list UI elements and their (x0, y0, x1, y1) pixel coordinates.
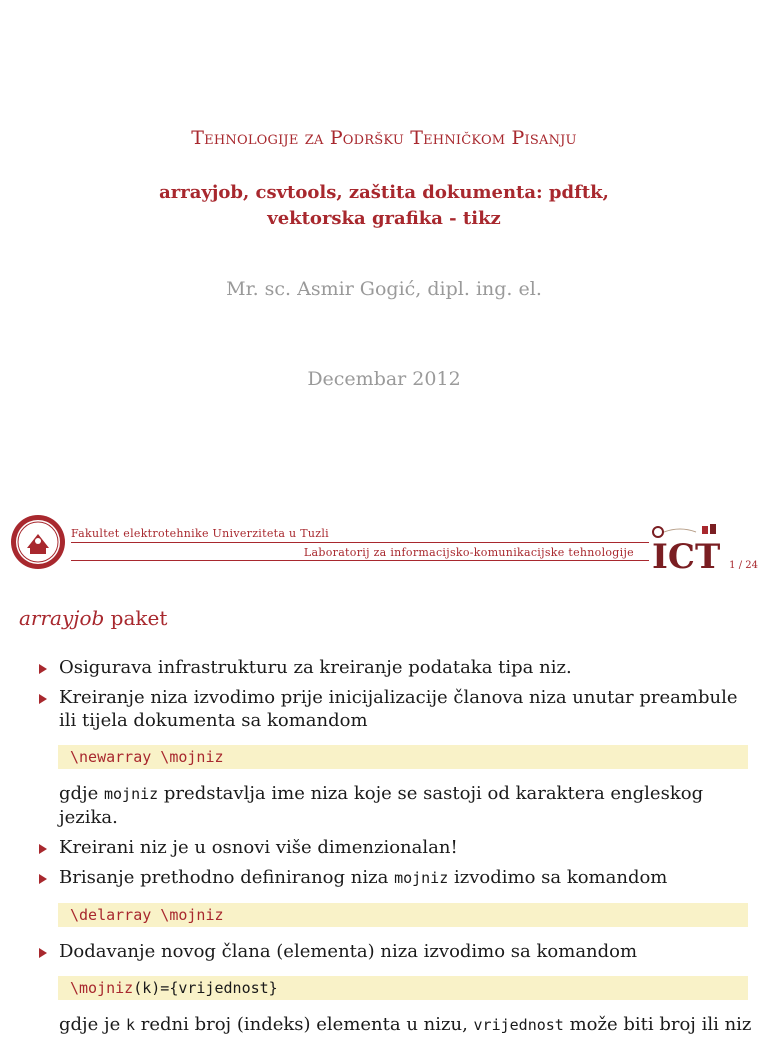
frame-content (38, 656, 758, 1044)
content-slide (0, 576, 768, 1035)
date: Decembar 2012 (307, 368, 461, 390)
paragraph-text: gdje (59, 783, 104, 804)
code-block (58, 903, 748, 927)
subtitle-line-1: arrayjob, csvtools, zaštita dokumenta: pdftk, (159, 182, 609, 203)
code-block (58, 976, 748, 1000)
frame-title (19, 606, 167, 630)
paragraph-text: redni broj (indeks) elementa u nizu, (135, 1014, 474, 1035)
paragraph-text: gdje je (59, 1014, 126, 1035)
list-item-text: izvodimo sa komandom (448, 867, 668, 888)
subtitle-line-2: vektorska grafika - tikz (267, 208, 501, 229)
presentation-subtitle (0, 180, 768, 232)
code-text: (k)={vrijednost} (133, 979, 278, 997)
list-item-text: Kreirani niz je u osnovi više dimenzionalan! (59, 837, 458, 858)
paragraph-text: predstavlja ime niza koje se sastoji od karaktera engleskog jezika. (59, 783, 704, 828)
inline-code: mojniz (104, 785, 159, 803)
slide-footer (0, 510, 768, 576)
faculty-name: Fakultet elektrotehnike Univerziteta u Tuzli (71, 527, 329, 540)
author: Mr. sc. Asmir Gogić, dipl. ing. el. (226, 278, 542, 300)
list-item (38, 940, 758, 963)
paragraph (38, 782, 758, 829)
code-text: \mojniz (70, 979, 134, 997)
footer-divider-bottom (71, 560, 649, 561)
paragraph (38, 1013, 758, 1037)
bullet-triangle-icon (39, 694, 47, 704)
frame-title-package: arrayjob (19, 606, 105, 630)
bullet-triangle-icon (39, 844, 47, 854)
bullet-triangle-icon (39, 664, 47, 674)
list-item (38, 686, 758, 732)
list-item-text: Dodavanje novog člana (elementa) niza izvodimo sa komandom (59, 941, 638, 962)
list-item (38, 656, 758, 679)
university-seal-logo (10, 514, 66, 570)
inline-code: mojniz (394, 869, 449, 887)
list-item (38, 836, 758, 859)
list-item-text: Kreiranje niza izvodimo prije inicijalizacije članova niza unutar preambule ili tijela dokumenta sa komandom (59, 687, 738, 731)
lab-name: Laboratorij za informacijsko-komunikacijske tehnologije (303, 546, 634, 559)
list-item-text: Osigurava infrastrukturu za kreiranje podataka tipa niz. (59, 657, 572, 678)
inline-code: k (125, 1016, 135, 1034)
footer-divider-top (71, 542, 649, 543)
presentation-title: Tehnologije za Podršku Tehničkom Pisanju (191, 127, 577, 149)
ict-lab-logo (650, 522, 722, 572)
paragraph-text: može biti broj ili niz (563, 1014, 752, 1035)
code-text: \newarray \mojniz (70, 748, 224, 766)
frame-title-rest: paket (104, 606, 168, 630)
code-block (58, 745, 748, 769)
bullet-triangle-icon (39, 948, 47, 958)
inline-code: vrijednost (473, 1016, 564, 1034)
ict-logo-text: ICT (652, 537, 721, 572)
list-item (38, 866, 758, 890)
page-number: 1 / 24 (729, 560, 758, 571)
code-text: \delarray \mojniz (70, 906, 224, 924)
list-item-text: Brisanje prethodno definiranog niza (59, 867, 395, 888)
bullet-triangle-icon (39, 874, 47, 884)
